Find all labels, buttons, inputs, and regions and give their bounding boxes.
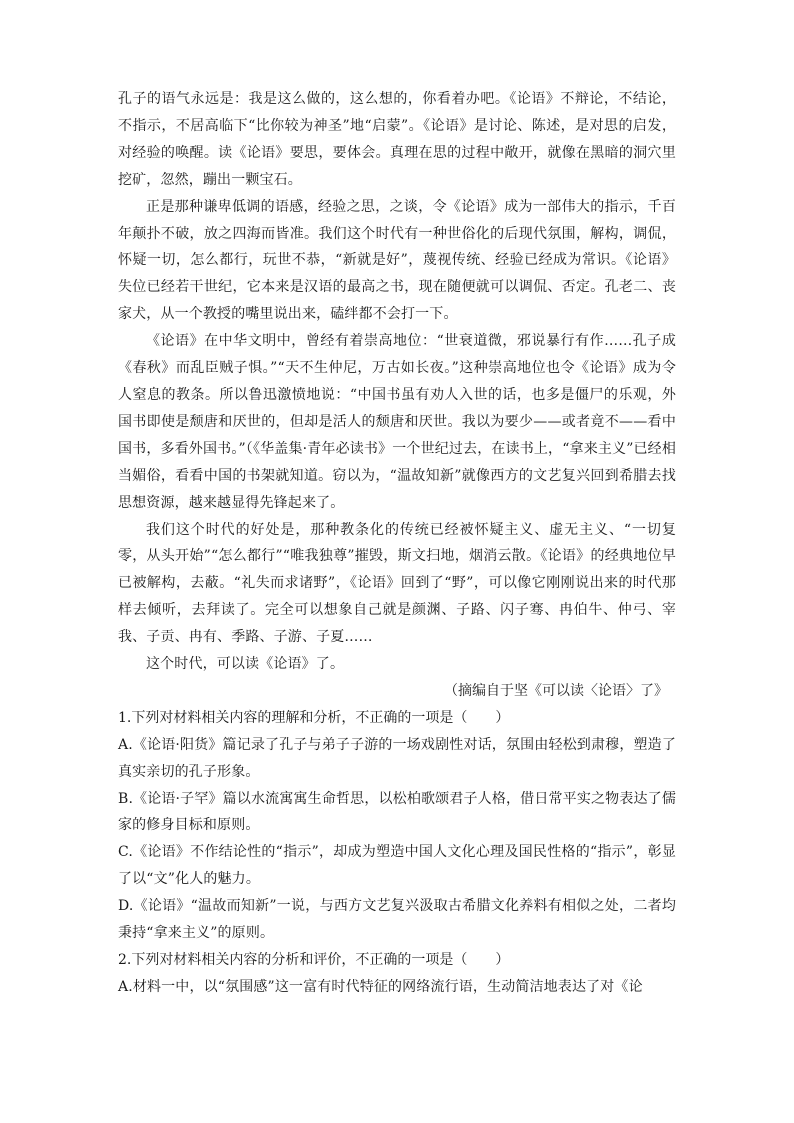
document-page [118, 86, 676, 1001]
question-1-option-b: B.《论语·子罕》篇以水流寓寓生命哲思，以松柏歌颂君子人格，借日常平实之物表达了儒家的修身目标和原则。 [118, 790, 676, 834]
question-1-stem: 1.下列对材料相关内容的理解和分析，不正确的一项是（ ） [118, 709, 510, 726]
paragraph-1: 孔子的语气永远是：我是这么做的，这么想的，你看着办吧。《论语》不辩论，不结论，不指示，不居高临下“比你较为神圣”地“启蒙”。《论语》是讨论、陈述，是对思的启发，对经验的唤醒。读《论语》要思，要体会。真理在思的过程中敞开，就像在黑暗的洞穴里挖矿，忽然，蹦出一颗宝石。 [118, 91, 676, 188]
paragraph-5: 这个时代，可以读《论语》了。 [146, 656, 345, 673]
question-2-option-a: A.材料一中，以“氛围感”这一富有时代特征的网络流行语，生动简洁地表达了对《论 [118, 978, 643, 995]
paragraph-2: 正是那种谦卑低调的语感，经验之思，之谈，令《论语》成为一部伟大的指示，千百年颠扑不破，放之四海而皆准。我们这个时代有一种世俗化的后现代氛围，解构，调侃，怀疑一切，怎么都行，玩世不恭，“新就是好”，蔑视传统、经验已经成为常识。《论语》失位已经若干世纪，它本来是汉语的最高之书，现在随便就可以调侃、否定。孔老二、丧家犬，从一个教授的嘴里说出来，磕绊都不会打一下。 [118, 198, 676, 323]
source-citation: （摘编自于坚《可以读〈论语〉了》 [444, 682, 668, 699]
paragraph-4: 我们这个时代的好处是，那种教条化的传统已经被怀疑主义、虚无主义、“一切复零，从头开始”“怎么都行”“唯我独尊”摧毁，斯文扫地，烟消云散。《论语》的经典地位早已被解构，去蔽。“礼失而求诸野”，《论语》回到了“野”，可以像它刚刚说出来的时代那样去倾听，去拜读了。完全可以想象自己就是颜渊、子路、闪子骞、冉伯牛、仲弓、宰我、子贡、冉有、季路、子游、子夏…… [118, 521, 676, 646]
question-2-stem: 2.下列对材料相关内容的分析和评价，不正确的一项是（ ） [118, 952, 510, 968]
question-1-option-a: A.《论语·阳货》篇记录了孔子与弟子子游的一场戏剧性对话，氛围由轻松到肃穆，塑造了真实亲切的孔子形象。 [118, 736, 676, 780]
paragraph-3: 《论语》在中华文明中，曾经有着崇高地位：“世衰道微，邪说暴行有作……孔子成《春秋》而乱臣贼子惧。”“天不生仲尼，万古如长夜。”这种崇高地位也令《论语》成为令人窒息的教条。所以鲁迅激愤地说：“中国书虽有劝人入世的话，也多是僵尸的乐观，外国书即使是颓唐和厌世的，但却是活人的颓唐和厌世。我以为要少——或者竟不——看中国书，多看外国书。”（《华盖集·青年必读书》一个世纪过去，在读书上，“拿来主义”已经相当媚俗，看看中国的书架就知道。窃以为，“温故知新”就像西方的文艺复兴回到希腊去找思想资源，越来越显得先锋起来了。 [118, 333, 676, 511]
question-1-option-d: D.《论语》“温故而知新”一说，与西方文艺复兴汲取古希腊文化养料有相似之处，二者均秉持“拿来主义”的原则。 [118, 898, 676, 942]
question-1-option-c: C.《论语》不作结论性的“指示”，却成为塑造中国人文化心理及国民性格的“指示”，彰显了以“文”化人的魅力。 [118, 844, 676, 888]
